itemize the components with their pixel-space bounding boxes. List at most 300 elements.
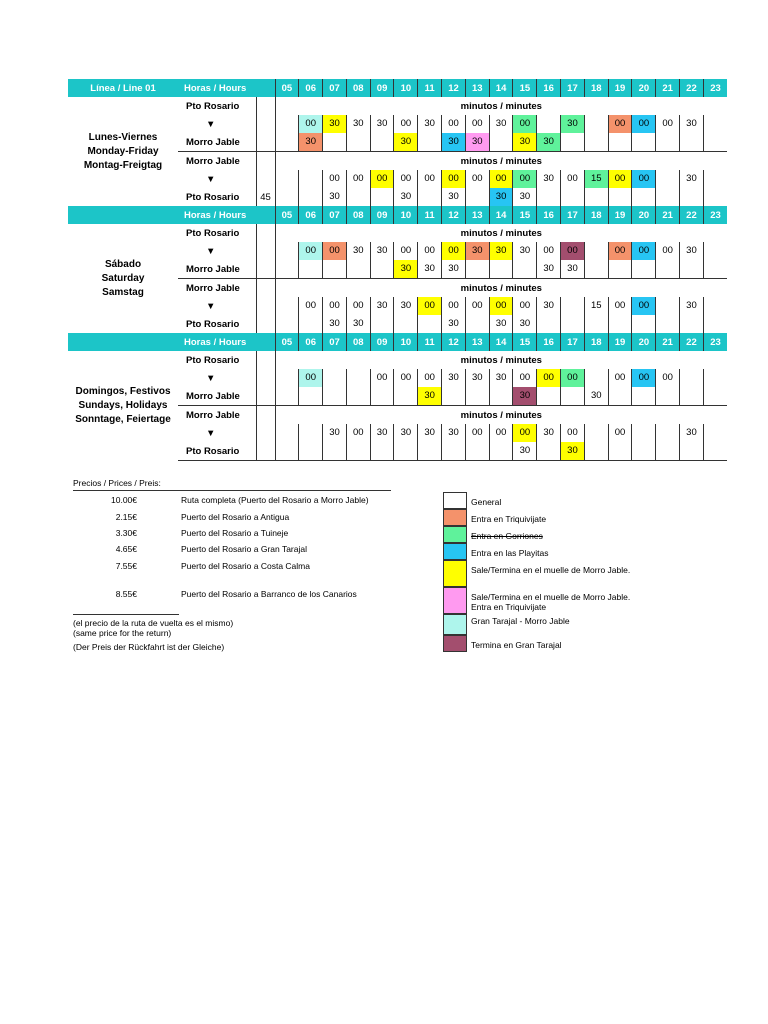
hour-14: 14: [489, 333, 513, 351]
departure-cell: [680, 424, 704, 442]
hours-header-row: [68, 333, 727, 351]
departure-cell: [323, 115, 347, 133]
departure-minute: 30: [513, 387, 536, 405]
departure-cell: [275, 442, 299, 461]
departure-minute: 30: [543, 427, 554, 438]
header-spacer: [68, 333, 178, 351]
departure-cell: [299, 424, 323, 442]
departure-minute: 00: [448, 300, 459, 311]
departure-minute: 30: [686, 300, 697, 311]
departure-cell: [584, 188, 608, 206]
departure-cell: [370, 242, 394, 260]
departure-cell: [465, 424, 489, 442]
price-amount: 10.00€: [111, 495, 137, 505]
departure-minute: 00: [471, 427, 483, 438]
departure-cell: [370, 260, 394, 279]
departure-cell: [346, 442, 370, 461]
hour-12: 12: [442, 206, 466, 224]
departure-cell: [584, 315, 608, 333]
departure-cell: [584, 170, 608, 188]
departure-cell: [608, 315, 632, 333]
from-stop: Pto Rosario: [186, 227, 240, 239]
departure-cell: [608, 133, 632, 152]
departure-minute: 30: [323, 115, 346, 133]
departure-cell: [537, 387, 561, 406]
departure-minute: 30: [394, 260, 417, 278]
direction-row: [68, 351, 727, 369]
price-note: (same price for the return): [73, 628, 172, 638]
departure-minute: 30: [537, 133, 560, 151]
departure-minute: 00: [305, 300, 316, 311]
departure-cell: [299, 369, 323, 387]
hour-20: 20: [632, 206, 656, 224]
departure-cell: [561, 133, 585, 152]
departure-cell: [584, 260, 608, 279]
legend-label: [471, 531, 543, 541]
day-label-line: Montag-Freigtag: [83, 159, 163, 171]
departure-minute: 00: [490, 170, 513, 188]
departure-minute: 30: [353, 245, 364, 256]
spacer-cell: [256, 424, 275, 442]
departure-cell: [442, 424, 466, 442]
departure-minute: 30: [561, 442, 584, 460]
departure-cell: [656, 260, 680, 279]
departure-cell: [608, 387, 632, 406]
departure-cell: [632, 315, 656, 333]
notes-divider: [73, 614, 179, 615]
departure-cell: [561, 315, 585, 333]
departure-cell: [584, 442, 608, 461]
departure-cell: [394, 297, 418, 315]
minutes-label: minutos / minutes: [275, 406, 727, 425]
departure-cell: [632, 115, 656, 133]
departure-cell: [513, 188, 537, 206]
departure-cell: [299, 387, 323, 406]
hour-13: 13: [465, 333, 489, 351]
departure-cell: [561, 170, 585, 188]
departure-minute: 00: [662, 372, 673, 383]
departure-cell: [537, 115, 561, 133]
departure-cell: [418, 387, 442, 406]
hour-11: 11: [418, 206, 442, 224]
departure-minute: 00: [376, 372, 388, 383]
spacer-cell: [256, 279, 275, 298]
departure-minute: 00: [614, 427, 626, 438]
arrow-down-icon: ▼: [206, 118, 216, 130]
departure-cell: [608, 115, 632, 133]
hour-18: 18: [584, 206, 608, 224]
departure-minute: 00: [662, 245, 673, 256]
departure-cell: [323, 133, 347, 152]
arrow-down-icon: ▼: [206, 300, 216, 312]
departure-cell: [584, 133, 608, 152]
departure-cell: [537, 188, 561, 206]
legend-label: [471, 514, 546, 524]
departure-cell: [537, 297, 561, 315]
departure-cell: [275, 242, 299, 260]
hour-15: 15: [513, 79, 537, 97]
departure-minute: 30: [495, 318, 507, 329]
to-stop: Morro Jable: [186, 136, 240, 148]
from-stop: Pto Rosario: [186, 100, 240, 112]
departure-cell: [489, 260, 513, 279]
departure-cell: [632, 188, 656, 206]
legend-label-line: Entra en Gorriones: [471, 530, 543, 541]
spacer-cell: [256, 97, 275, 115]
departure-cell: [608, 260, 632, 279]
spacer-cell: [256, 351, 275, 369]
departure-cell: [442, 260, 466, 279]
departure-minute: 30: [400, 191, 412, 202]
departure-minute: 00: [424, 245, 435, 256]
departure-cell: [394, 133, 418, 152]
departure-cell: [346, 133, 370, 152]
day-label-line: Monday-Friday: [87, 145, 159, 157]
departure-minute: 00: [299, 242, 322, 260]
departure-cell: [632, 133, 656, 152]
departure-cell: [703, 297, 727, 315]
departure-cell: [418, 260, 442, 279]
departure-cell: [489, 242, 513, 260]
departure-cell: [584, 387, 608, 406]
day-label-line: Sábado: [104, 258, 142, 270]
departure-cell: [513, 115, 537, 133]
departure-cell: [537, 442, 561, 461]
departure-cell: [275, 297, 299, 315]
departure-minute: 30: [543, 300, 554, 311]
departure-minute: 30: [466, 133, 489, 151]
departure-cell: [656, 424, 680, 442]
spacer-cell: [256, 242, 275, 260]
hour-17: 17: [561, 79, 585, 97]
from-stop: Morro Jable: [178, 152, 256, 171]
departure-minute: 30: [495, 372, 507, 383]
hour-18: 18: [584, 79, 608, 97]
departure-cell: [632, 369, 656, 387]
departure-cell: [418, 442, 442, 461]
departure-cell: [656, 442, 680, 461]
departure-cell: [323, 315, 347, 333]
hour-10: 10: [394, 79, 418, 97]
hour-05: 05: [275, 206, 299, 224]
hour-23: 23: [703, 79, 727, 97]
departure-cell: [537, 424, 561, 442]
day-label-line: Samstag: [102, 286, 144, 298]
departure-minute: 00: [614, 372, 626, 383]
departure-cell: [632, 170, 656, 188]
hour-12: 12: [442, 333, 466, 351]
departure-cell: [489, 387, 513, 406]
departure-minute: 00: [609, 115, 632, 133]
departure-cell: [275, 369, 299, 387]
departure-cell: [703, 387, 727, 406]
departure-cell: [537, 170, 561, 188]
departure-cell: [346, 297, 370, 315]
hour-08: 08: [346, 333, 370, 351]
departure-cell: [680, 170, 704, 188]
departure-cell: [418, 133, 442, 152]
hour-22: 22: [680, 206, 704, 224]
direction-row: [68, 97, 727, 115]
prices-divider: [73, 490, 391, 491]
departure-cell: [346, 315, 370, 333]
departure-cell: [513, 387, 537, 406]
departure-cell: [680, 315, 704, 333]
departure-minute: 30: [424, 427, 435, 438]
legend-label-line: Entra en Triquivijate: [471, 513, 547, 524]
departure-cell: [442, 242, 466, 260]
departure-minute: 00: [353, 173, 364, 184]
departure-minute: 15: [590, 300, 602, 311]
departure-cell: [680, 297, 704, 315]
departure-cell: [275, 315, 299, 333]
departure-minute: 30: [329, 427, 340, 438]
spacer-cell: [256, 406, 275, 425]
hour-22: 22: [680, 333, 704, 351]
spacer-cell: [256, 297, 275, 315]
legend-swatch: [443, 560, 467, 587]
departure-minute: 30: [448, 372, 459, 383]
departure-cell: [561, 188, 585, 206]
hour-17: 17: [561, 333, 585, 351]
departure-cell: [346, 387, 370, 406]
from-stop: Pto Rosario: [186, 354, 240, 366]
departure-cell: [394, 170, 418, 188]
hour-14: 14: [489, 206, 513, 224]
departure-cell: [465, 260, 489, 279]
departure-cell: [703, 170, 727, 188]
departure-cell: [370, 297, 394, 315]
departure-cell: [561, 424, 585, 442]
departure-cell: [418, 315, 442, 333]
to-stop: Pto Rosario: [186, 318, 240, 330]
departure-cell: [632, 260, 656, 279]
departure-minute: 00: [519, 300, 531, 311]
departure-cell: [465, 242, 489, 260]
departure-minute: 00: [400, 173, 412, 184]
departure-cell: [346, 115, 370, 133]
day-label: [68, 97, 178, 206]
departure-cell: [513, 315, 537, 333]
departure-cell: [346, 369, 370, 387]
departure-minute: 30: [376, 118, 388, 129]
minutes-label: minutos / minutes: [275, 97, 727, 115]
hour-19: 19: [608, 79, 632, 97]
departure-cell: [323, 170, 347, 188]
departure-minute: 30: [448, 318, 459, 329]
price-note: (Der Preis der Rückfahrt ist der Gleiche): [73, 642, 225, 652]
departure-cell: [489, 442, 513, 461]
legend-swatch: [443, 509, 467, 526]
departure-minute: 30: [400, 427, 412, 438]
departure-minute: 30: [519, 191, 531, 202]
minutes-label: minutos / minutes: [275, 279, 727, 298]
departure-cell: [370, 188, 394, 206]
departure-cell: [561, 442, 585, 461]
departure-minute: 00: [561, 242, 584, 260]
departure-minute: 00: [299, 369, 322, 387]
departure-minute: 30: [448, 191, 459, 202]
departure-cell: [656, 387, 680, 406]
departure-cell: [703, 424, 727, 442]
departure-minute: 30: [424, 263, 435, 274]
departure-cell: [442, 315, 466, 333]
departure-cell: [656, 170, 680, 188]
legend-label: [471, 592, 630, 612]
hours-label: Horas / Hours: [178, 206, 275, 224]
spacer-cell: [256, 224, 275, 242]
departure-minute: 00: [448, 118, 459, 129]
to-stop: Pto Rosario: [186, 191, 240, 203]
departure-cell: [680, 387, 704, 406]
departure-cell: [346, 188, 370, 206]
departure-cell: [513, 260, 537, 279]
departure-cell: [465, 297, 489, 315]
departure-minute: 30: [466, 242, 489, 260]
departure-cell: [608, 297, 632, 315]
departure-cell: [489, 188, 513, 206]
departure-minute: 30: [376, 427, 388, 438]
departure-cell: [299, 115, 323, 133]
departure-minute: 15: [585, 170, 608, 188]
departure-minute: 00: [519, 372, 531, 383]
legend-swatch: [443, 492, 467, 509]
departure-cell: [299, 242, 323, 260]
departure-cell: [489, 369, 513, 387]
departure-cell: [418, 297, 442, 315]
departure-cell: [346, 170, 370, 188]
price-route: Puerto del Rosario a Tuineje: [181, 528, 289, 538]
day-label: [68, 224, 178, 333]
hour-07: 07: [323, 206, 347, 224]
price-amount: 3.30€: [115, 528, 137, 538]
departure-cell: [680, 369, 704, 387]
departure-cell: [299, 188, 323, 206]
departure-minute: 00: [513, 170, 536, 188]
departure-cell: [656, 369, 680, 387]
departure-minute: 00: [543, 245, 554, 256]
hour-11: 11: [418, 79, 442, 97]
arrow-down-icon: ▼: [206, 427, 216, 439]
legend-label-line: Gran Tarajal - Morro Jable: [471, 615, 570, 626]
hour-20: 20: [632, 79, 656, 97]
departure-cell: [537, 315, 561, 333]
departure-cell: [394, 387, 418, 406]
departure-minute: 30: [543, 173, 554, 184]
arrow-down-icon: ▼: [206, 245, 216, 257]
departure-cell: [656, 115, 680, 133]
departure-cell: [465, 442, 489, 461]
departure-cell: [442, 297, 466, 315]
legend-label-line: Entra en las Playitas: [471, 547, 549, 558]
line-label: Línea / Line 01: [68, 79, 178, 97]
departure-cell: [275, 133, 299, 152]
day-label-line: Sundays, Holidays: [78, 399, 168, 411]
departure-cell: [680, 115, 704, 133]
departure-cell: [489, 424, 513, 442]
departure-cell: [370, 115, 394, 133]
spacer-cell: [256, 115, 275, 133]
legend-swatch: [443, 526, 467, 543]
departure-cell: [513, 442, 537, 461]
departure-cell: [418, 115, 442, 133]
spacer-cell: [256, 442, 275, 461]
minutes-label: minutos / minutes: [275, 351, 727, 369]
departure-cell: [370, 369, 394, 387]
departure-minute: 30: [490, 242, 513, 260]
hour-11: 11: [418, 333, 442, 351]
departure-cell: [632, 297, 656, 315]
departure-cell: [513, 424, 537, 442]
departure-cell: [275, 260, 299, 279]
departure-cell: [680, 133, 704, 152]
departure-cell: [370, 424, 394, 442]
departure-cell: [299, 133, 323, 152]
departure-cell: [418, 424, 442, 442]
spacer-cell: [256, 170, 275, 188]
hour-13: 13: [465, 206, 489, 224]
departure-cell: [370, 133, 394, 152]
departure-cell: [656, 315, 680, 333]
departure-cell: [394, 315, 418, 333]
departure-minute: 00: [329, 173, 340, 184]
departure-cell: [584, 297, 608, 315]
departure-minute: 00: [471, 118, 483, 129]
departure-cell: [442, 170, 466, 188]
hour-05: 05: [275, 79, 299, 97]
legend-label-line: Entra en Triquivijate: [471, 601, 547, 612]
departure-minute: 30: [686, 173, 697, 184]
departure-cell: [632, 242, 656, 260]
spacer-cell: [256, 260, 275, 279]
departure-minute: 30: [561, 115, 584, 133]
departure-cell: [561, 115, 585, 133]
departure-minute: 00: [424, 372, 435, 383]
legend-label-line: Termina en Gran Tarajal: [471, 639, 562, 650]
hour-19: 19: [608, 206, 632, 224]
to-stop: Pto Rosario: [178, 442, 256, 461]
departure-cell: [418, 170, 442, 188]
legend-item: [443, 543, 743, 560]
departure-cell: [680, 442, 704, 461]
departure-cell: [513, 297, 537, 315]
departure-cell: [537, 242, 561, 260]
hour-07: 07: [323, 333, 347, 351]
hours-label: Horas / Hours: [178, 333, 275, 351]
departure-cell: [656, 297, 680, 315]
departure-minute: 00: [632, 170, 655, 188]
departure-cell: [394, 242, 418, 260]
departure-minute: 00: [471, 300, 483, 311]
departure-cell: [489, 315, 513, 333]
hour-05: 05: [275, 333, 299, 351]
spacer-cell: [256, 315, 275, 333]
departure-cell: [394, 115, 418, 133]
departure-cell: [632, 387, 656, 406]
departure-cell: [703, 442, 727, 461]
departure-cell: [680, 188, 704, 206]
from-stop: Morro Jable: [178, 406, 256, 425]
hour-10: 10: [394, 333, 418, 351]
price-route: Ruta completa (Puerto del Rosario a Morro Jable): [181, 495, 369, 505]
departure-minute: 00: [632, 297, 655, 315]
departure-minute: 00: [632, 242, 655, 260]
departure-minute: 00: [353, 300, 364, 311]
departure-minute: 00: [567, 173, 578, 184]
hour-20: 20: [632, 333, 656, 351]
departure-cell: [608, 424, 632, 442]
departure-minute: 00: [490, 297, 513, 315]
